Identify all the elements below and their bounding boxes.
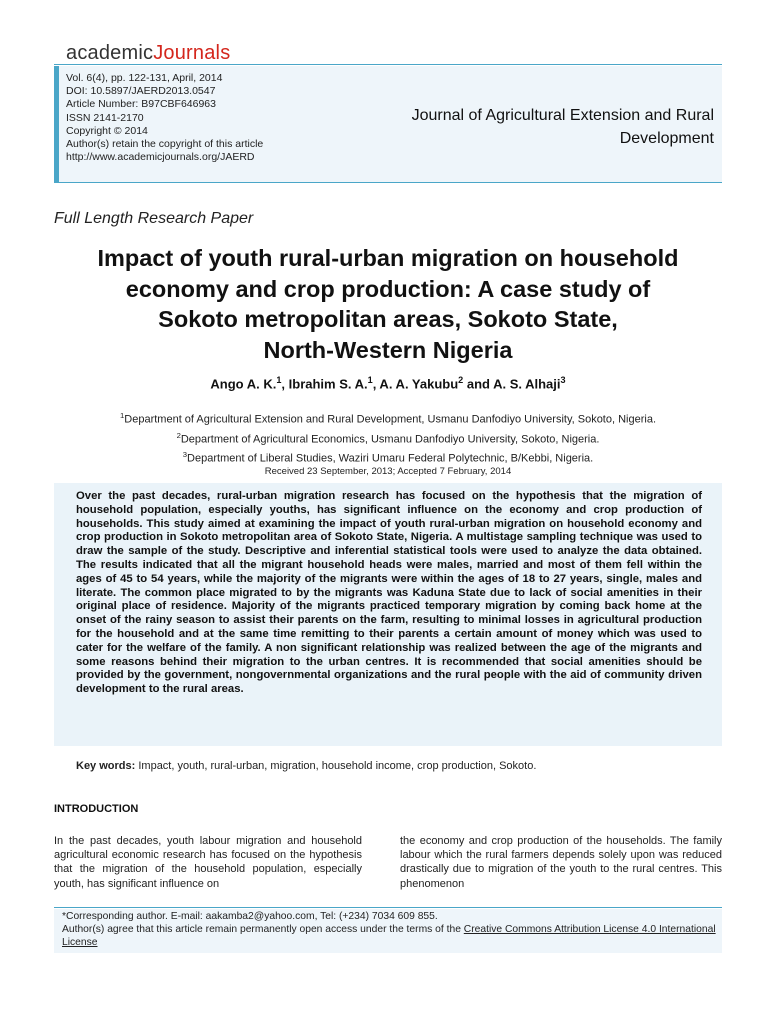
footnote-rule <box>54 907 722 908</box>
title-line1: Impact of youth rural-urban migration on household <box>97 245 679 271</box>
meta-article-number: Article Number: B97CBF646963 <box>66 98 216 111</box>
author-3-sup: 2 <box>458 375 464 385</box>
corresponding-author: *Corresponding author. E-mail: aakamba2@yahoo.com, Tel: (+234) 7034 609 855. <box>62 911 438 922</box>
author-3: , A. A. Yakubu <box>372 376 459 392</box>
author-4-sup: 3 <box>560 375 566 385</box>
author-4: and A. S. Alhaji <box>463 376 561 392</box>
author-2-sup: 1 <box>367 375 373 385</box>
paper-title <box>54 243 722 365</box>
header-top-rule <box>54 64 722 65</box>
logo-journals: Journals <box>153 42 231 64</box>
meta-rights: Author(s) retain the copyright of this article <box>66 138 264 151</box>
meta-copyright: Copyright © 2014 <box>66 124 148 137</box>
affiliation-3 <box>54 447 722 467</box>
affiliation-1 <box>54 408 722 428</box>
article-metadata <box>66 72 263 164</box>
license-link[interactable]: Creative Commons Attribution License 4.0 International License <box>62 924 716 948</box>
affiliation-2-text: Department of Agricultural Economics, Usmanu Danfodiyo University, Sokoto, Nigeria. <box>180 433 600 446</box>
journal-name-line2: Development <box>619 130 714 147</box>
author-1: Ango A. K. <box>210 376 277 392</box>
body-column-right: the economy and crop production of the households. The family labour which the rural farmers depends solely upon was reduced drastically due to migration of the youth to the rural centres. This phenomenon <box>400 835 722 890</box>
affiliation-3-text: Department of Liberal Studies, Waziri Umaru Federal Polytechnic, B/Kebbi, Nigeria. <box>187 452 594 465</box>
journal-name <box>334 104 714 150</box>
affiliation-2-sup: 2 <box>176 430 181 440</box>
publisher-logo <box>66 42 230 65</box>
keywords <box>76 760 702 772</box>
meta-issn: ISSN 2141-2170 <box>66 111 144 124</box>
affiliation-1-text: Department of Agricultural Extension and Rural Development, Usmanu Danfodiyo University, Sokoto, Nigeria. <box>124 413 656 426</box>
author-list <box>54 375 722 391</box>
footnote <box>62 910 718 949</box>
meta-doi: DOI: 10.5897/JAERD2013.0547 <box>66 85 216 98</box>
title-line3: Sokoto metropolitan areas, Sokoto State, <box>158 306 618 332</box>
paper-type: Full Length Research Paper <box>54 210 254 227</box>
logo-academic: academic <box>66 42 154 64</box>
affiliation-1-sup: 1 <box>120 411 125 420</box>
header-accent-bar <box>54 66 59 182</box>
meta-volume: Vol. 6(4), pp. 122-131, April, 2014 <box>66 72 223 84</box>
affiliation-3-sup: 3 <box>182 450 188 460</box>
meta-journal-url[interactable]: http://www.academicjournals.org/JAERD <box>66 151 255 164</box>
title-line4: North-Western Nigeria <box>263 336 513 363</box>
journal-name-line1: Journal of Agricultural Extension and Rural <box>411 107 714 124</box>
affiliation-2 <box>54 428 722 448</box>
abstract-text: Over the past decades, rural-urban migration research has focused on the hypothesis that the migration of household population, especially youths, has significant influence on the economy and crop production of households. This study aimed at examining the impact of youth rural-urban migration on household economy and crop production in Sokoto metropolitan area of Sokoto State, Nigeria. A multistage sampling technique was used to draw the sample of the study. Descriptive and inferential statistical tools were used to analyze the data obtained. The results indicated that all the migrant household heads were males, married and most of them fell within the ages of 45 to 54 years, while the majority of the migrants were within the ages of 18 to 27 years, single, males and literate. The common place migrated to by the migrants was Kaduna State due to lack of social amenities in their original place of residence. Majority of the migrants practiced temporary migration by coming back home at the onset of the rainy season to assist their parents on the farm, resulting to minimal losses in agricultural production for the household and at the same time remitting to their parents a certain amount of money which was used to cater for the welfare of the family. A non significant relationship was realized between the age of the migrants and some reasons behind their migration to the urban centres. It is recommended that social amenities should be provided by the government, nongovernmental organizations and the rural people with the aid of community driven development to the rural areas. <box>76 490 702 696</box>
license-statement <box>62 923 718 949</box>
license-prefix: Author(s) agree that this article remain permanently open access under the terms of the <box>62 924 464 935</box>
received-dates: Received 23 September, 2013; Accepted 7 February, 2014 <box>264 466 512 477</box>
author-1-sup: 1 <box>276 375 282 385</box>
title-line2: economy and crop production: A case study of <box>125 275 651 302</box>
keywords-label: Key words: <box>76 760 136 772</box>
body-column-left: In the past decades, youth labour migration and household agricultural economic research has focused on the hypothesis that the migration of the household population, especially youth, has significant influence on <box>54 835 362 890</box>
section-heading-introduction: INTRODUCTION <box>54 803 139 815</box>
keywords-text: Impact, youth, rural-urban, migration, household income, crop production, Sokoto. <box>135 760 537 772</box>
header-bottom-rule <box>54 182 722 183</box>
affiliations <box>54 408 722 467</box>
author-2: , Ibrahim S. A. <box>281 376 368 392</box>
